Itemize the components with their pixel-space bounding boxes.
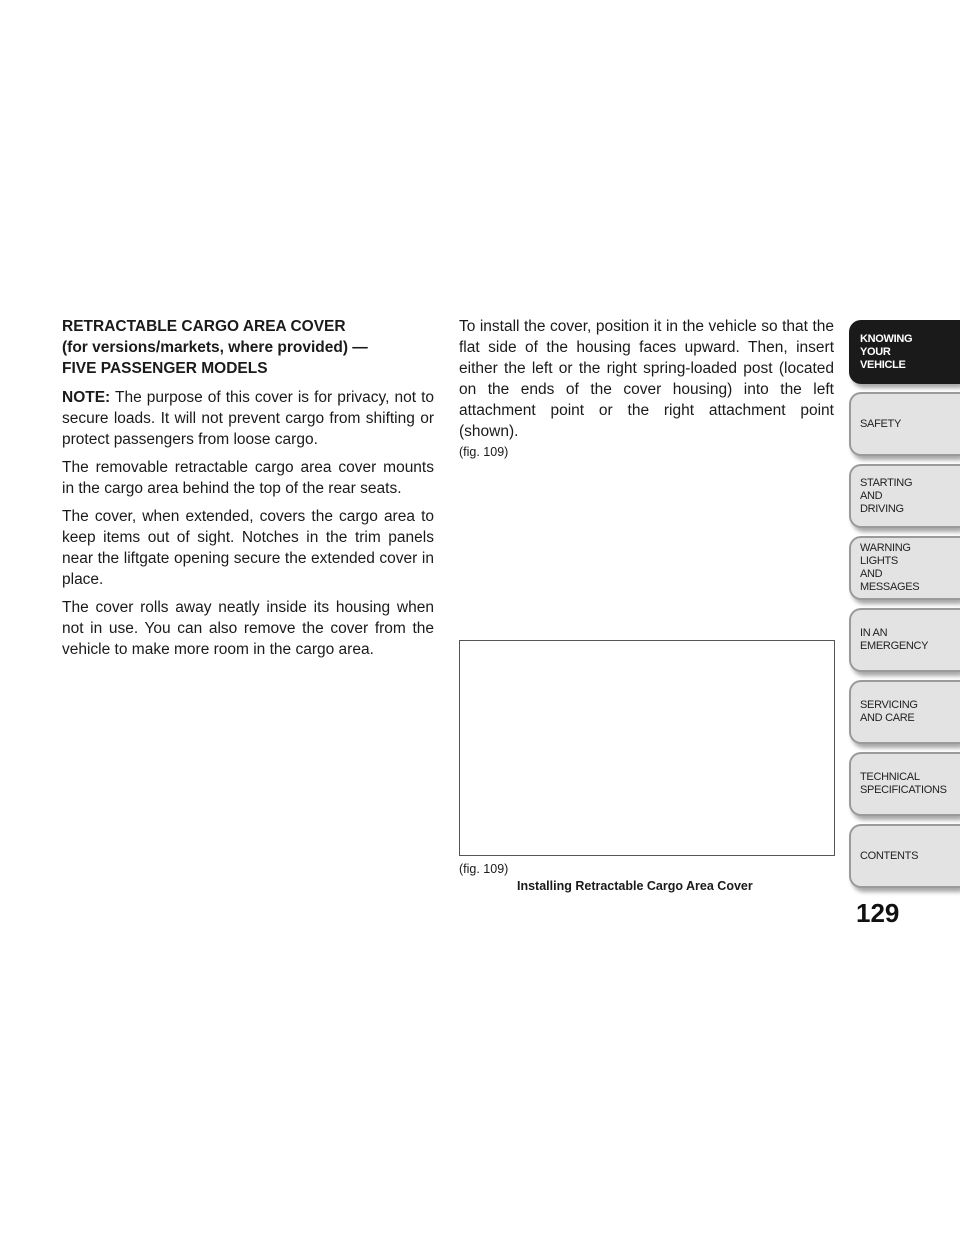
figure-caption-ref: (fig. 109) [459, 862, 509, 876]
note-label: NOTE: [62, 389, 111, 406]
tab-label: CONTENTS [860, 849, 919, 862]
tab-label: IN AN EMERGENCY [860, 627, 929, 652]
note-paragraph [62, 387, 434, 450]
tab-technical-specifications[interactable] [849, 752, 960, 816]
tab-label: SAFETY [860, 417, 901, 430]
tab-label: TECHNICAL SPECIFICATIONS [860, 771, 947, 796]
heading-line-1: RETRACTABLE CARGO AREA COVER [62, 318, 346, 335]
tab-label: KNOWING YOUR VEHICLE [860, 332, 913, 371]
tab-label: SERVICING AND CARE [860, 699, 918, 724]
install-text: To install the cover, position it in the vehicle so that the flat side of the housing faces upward. Then, insert either the left or the right spring-loaded post (located on the ends of the cover housing) into the left attachment point or the right attachment point (shown). [459, 318, 834, 440]
tab-servicing-and-care[interactable] [849, 680, 960, 744]
figure-image [459, 640, 835, 856]
tab-in-an-emergency[interactable] [849, 608, 960, 672]
heading-line-3: FIVE PASSENGER MODELS [62, 360, 268, 377]
section-heading [62, 316, 434, 379]
left-column [62, 316, 434, 667]
tab-label: STARTING AND DRIVING [860, 476, 913, 515]
figure-caption-title: Installing Retractable Cargo Area Cover [517, 879, 753, 893]
figure-reference: (fig. 109) [459, 445, 509, 459]
install-paragraph [459, 316, 834, 462]
body-paragraph-1: The removable retractable cargo area cover mounts in the cargo area behind the top of the rear seats. [62, 459, 434, 497]
tab-warning-lights-and-messages[interactable] [849, 536, 960, 600]
tab-contents[interactable] [849, 824, 960, 888]
body-paragraph-3: The cover rolls away neatly inside its housing when not in use. You can also remove the cover from the vehicle to make more room in the cargo area. [62, 599, 434, 658]
heading-line-2: (for versions/markets, where provided) — [62, 339, 368, 356]
tab-starting-and-driving[interactable] [849, 464, 960, 528]
body-paragraph-2: The cover, when extended, covers the cargo area to keep items out of sight. Notches in the trim panels near the liftgate opening secure the extended cover in place. [62, 508, 434, 588]
tab-safety[interactable] [849, 392, 960, 456]
note-text: The purpose of this cover is for privacy, not to secure loads. It will not prevent cargo from shifting or protect passengers from loose cargo. [62, 389, 434, 448]
chapter-tabs [849, 320, 960, 896]
right-column [459, 316, 834, 462]
tab-label: WARNING LIGHTS AND MESSAGES [860, 542, 920, 593]
tab-knowing-your-vehicle[interactable] [849, 320, 960, 384]
page-number: 129 [856, 898, 900, 928]
